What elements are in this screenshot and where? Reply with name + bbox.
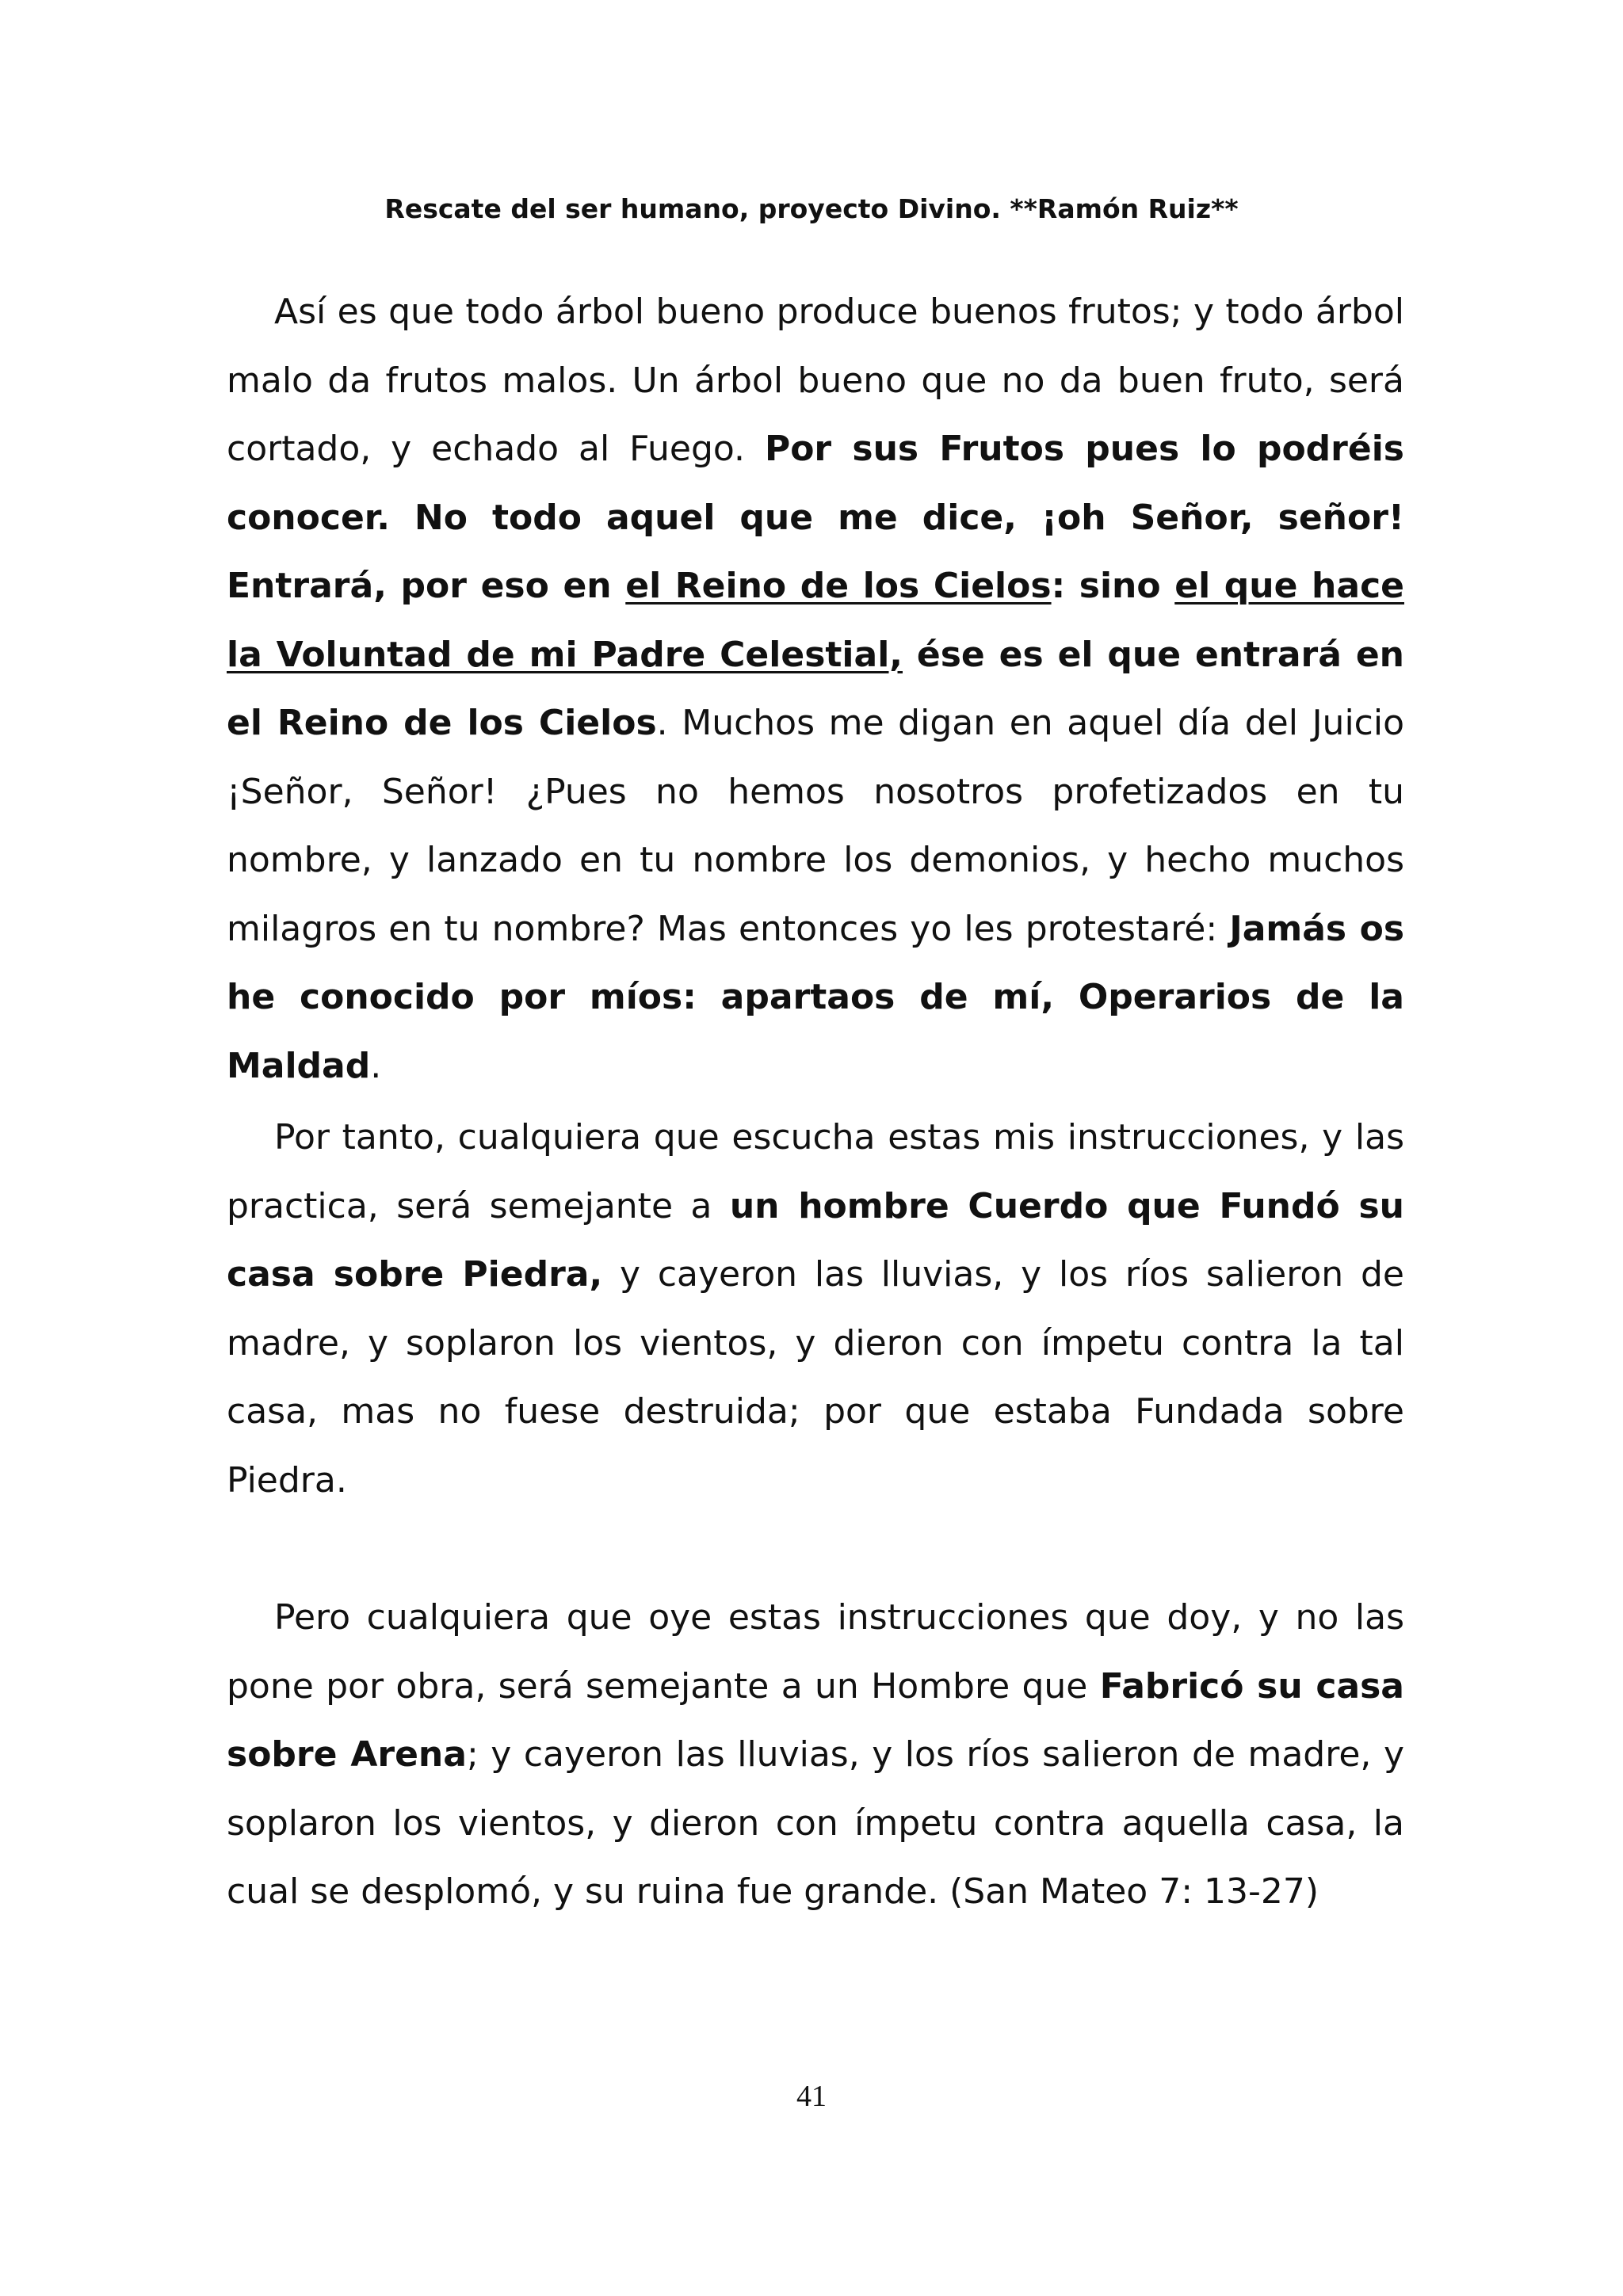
- underlined-bold-run: el Reino de los Cielos: [625, 566, 1052, 606]
- text-run: y cayeron las lluvias, y los ríos salieron de madre, y soplaron los vientos, y dieron con ímpetu contra la tal casa, mas no fuese destruida; por que estaba Fundada sobre Piedra.: [227, 1254, 1404, 1501]
- bold-run: : sino: [1051, 566, 1175, 606]
- bold-run: Por sus Frutos pues lo podréis conocer. No todo aquel que me dice, ¡oh Señor, señor! Entrará, por eso en: [227, 429, 1404, 606]
- text-run: ; y cayeron las lluvias, y los ríos salieron de madre, y soplaron los vientos, y dieron con ímpetu contra aquella casa, la cual se desplomó, y su ruina fue grande. (San Mateo 7: 13-27): [227, 1734, 1404, 1912]
- text-run: Por tanto, cualquiera que escucha estas mis instrucciones, y las practica, será semejante a: [227, 1117, 1404, 1226]
- bold-run: Jamás os he conocido por míos: apartaos de mí, Operarios de la Maldad: [227, 908, 1405, 1086]
- paragraph-3: [227, 1584, 1404, 1927]
- underlined-bold-run: el que hace la Voluntad de mi Padre Celestial,: [227, 566, 1404, 675]
- text-run: Así es que todo árbol bueno produce buenos frutos; y todo árbol malo da frutos malos. Un árbol bueno que no da buen fruto, será cortado, y echado al Fuego.: [227, 292, 1404, 469]
- paragraph-1: [227, 278, 1404, 1100]
- running-header: Rescate del ser humano, proyecto Divino. **Ramón Ruiz**: [384, 193, 1239, 224]
- bold-run: un hombre Cuerdo que Fundó su casa sobre Piedra,: [227, 1185, 1404, 1295]
- paragraph-text: [227, 1584, 1404, 1927]
- text-run: Pero cualquiera que oye estas instrucciones que doy, y no las pone por obra, será semejante a un Hombre que: [227, 1597, 1404, 1707]
- text-run: .: [370, 1045, 382, 1086]
- bold-run: Fabricó su casa sobre Arena: [227, 1665, 1404, 1775]
- text-run: . Muchos me digan en aquel día del Juicio ¡Señor, Señor! ¿Pues no hemos nosotros profetizados en tu nombre, y lanzado en tu nombre los demonios, y hecho muchos milagros en tu nombre? Mas entonces yo les protestaré:: [227, 703, 1405, 949]
- paragraph-2: [227, 1104, 1404, 1515]
- paragraph-text: [227, 278, 1404, 1100]
- page-number: 41: [796, 2080, 827, 2113]
- bold-run: ése es el que entrará en el Reino de los Cielos: [227, 634, 1405, 743]
- paragraph-text: [227, 1104, 1404, 1515]
